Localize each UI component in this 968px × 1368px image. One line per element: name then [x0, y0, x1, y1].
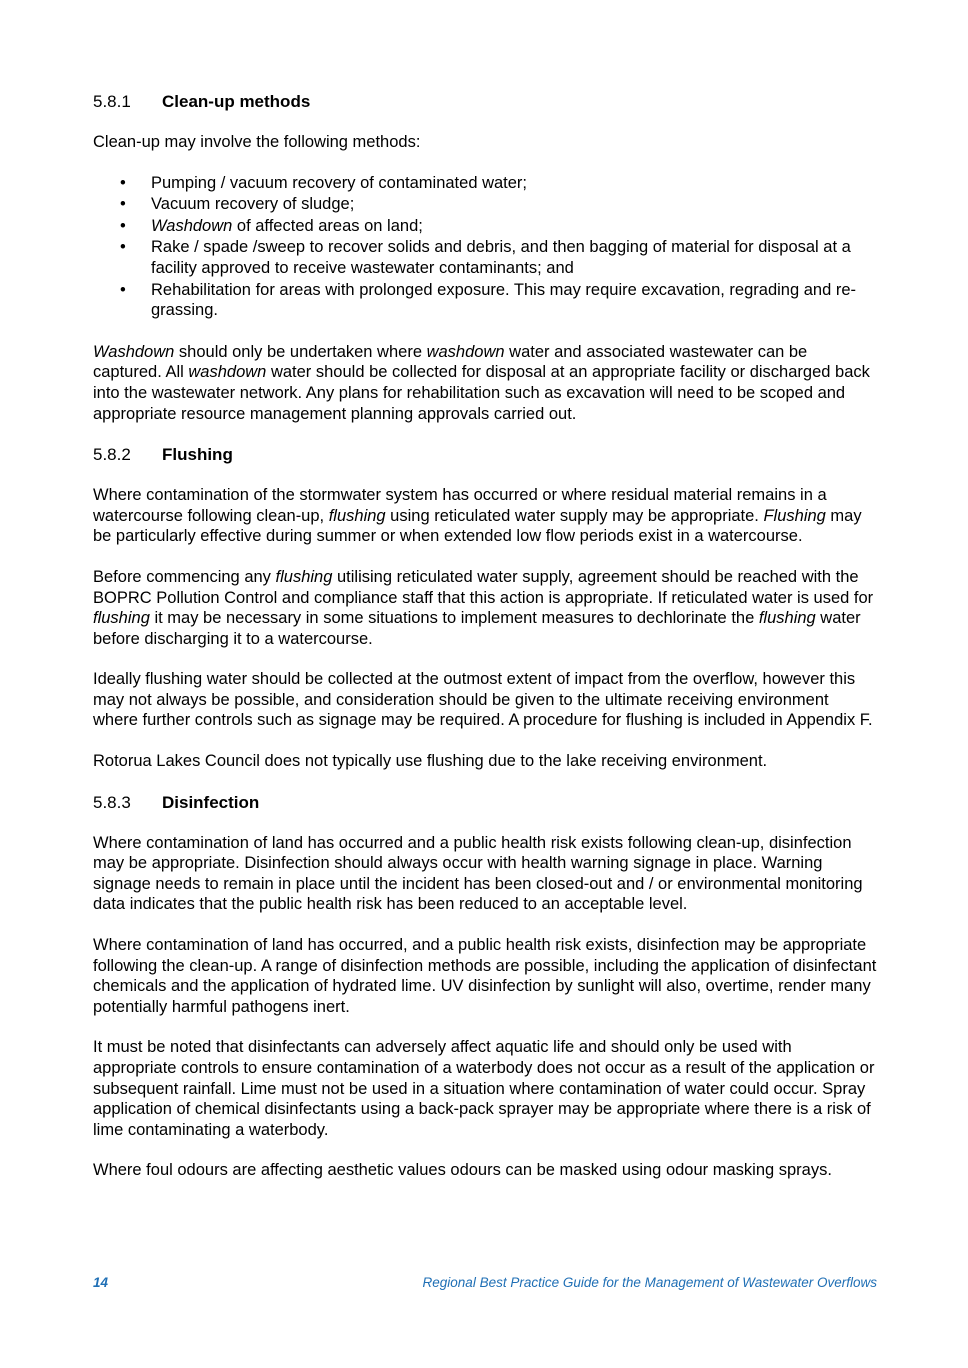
section-heading-5-8-3	[93, 792, 877, 813]
list-item: • Rake / spade /sweep to recover solids and debris, and then bagging of material for disposal at a facility approved to receive wastewater contaminants; and	[120, 238, 851, 277]
clean-up-intro: Clean-up may involve the following methods:	[93, 133, 421, 151]
section-number: 5.8.1	[93, 92, 131, 111]
section-number: 5.8.2	[93, 445, 131, 465]
section-number: 5.8.3	[93, 792, 131, 812]
list-item: • Washdown of affected areas on land;	[120, 216, 423, 235]
flushing-paragraph-4: Rotorua Lakes Council does not typically use flushing due to the lake receiving environment.	[93, 752, 768, 771]
section-title: Clean-up methods	[162, 92, 311, 111]
page-footer	[93, 1274, 877, 1292]
section-heading-5-8-2	[93, 444, 877, 465]
flushing-paragraph-1: Where contamination of the stormwater system has occurred or where residual material remains in a watercourse following clean-up, flushing using reticulated water supply may be appropriate. Flushing may be particularly effective during summer or when extended low flow periods exist in a watercourse.	[93, 486, 862, 546]
document-page	[93, 91, 877, 1181]
list-item: • Rehabilitation for areas with prolonged exposure. This may require excavation, regrading and re-grassing.	[120, 280, 857, 320]
bullet-icon: •	[120, 216, 126, 235]
washdown-paragraph: Washdown should only be undertaken where washdown water and associated wastewater can be captured. All washdown water should be collected for disposal at an appropriate facility or discharged back into the wastewater network. Any plans for rehabilitation such as excavation will need to be scoped and appropriate resource management planning approvals carried out.	[93, 342, 870, 423]
bullet-icon: •	[120, 195, 126, 214]
list-item: • Vacuum recovery of sludge;	[120, 195, 355, 214]
page-number: 14	[93, 1275, 109, 1290]
clean-up-methods-list	[93, 173, 877, 321]
bullet-icon: •	[120, 173, 126, 192]
section-title: Disinfection	[162, 792, 260, 812]
bullet-icon: •	[120, 238, 126, 257]
section-heading-5-8-1	[93, 91, 877, 112]
flushing-paragraph-3: Ideally flushing water should be collected at the outmost extent of impact from the overflow, however this may not always be possible, and consideration should be given to the ultimate receiving environment where further controls such as signage may be required. A procedure for flushing is included in Appendix F.	[93, 670, 873, 730]
section-title: Flushing	[162, 445, 233, 465]
disinfection-paragraph-2: Where contamination of land has occurred, and a public health risk exists, disinfection may be appropriate following the clean-up. A range of disinfection methods are possible, including the application of disinfectant chemicals and the application of hydrated lime. UV disinfection by sunlight will also, overtime, render many potentially harmful pathogens inert.	[93, 936, 877, 1016]
disinfection-paragraph-1: Where contamination of land has occurred and a public health risk exists following clean-up, disinfection may be appropriate. Disinfection should always occur with health warning signage in place. Warning signage needs to remain in place until the incident has been closed-out and / or environmental monitoring data indicates that the public health risk has been reduced to an acceptable level.	[93, 833, 863, 914]
list-item: • Pumping / vacuum recovery of contaminated water;	[120, 173, 528, 192]
flushing-paragraph-2: Before commencing any flushing utilising reticulated water supply, agreement should be reached with the BOPRC Pollution Control and compliance staff that this action is appropriate. If reticulated water is used for flushing it may be necessary in some situations to implement measures to dechlorinate the flushing water before discharging it to a watercourse.	[93, 567, 874, 648]
footer-title: Regional Best Practice Guide for the Management of Wastewater Overflows	[422, 1275, 877, 1290]
disinfection-paragraph-4: Where foul odours are affecting aesthetic values odours can be masked using odour masking sprays.	[93, 1161, 832, 1180]
bullet-icon: •	[120, 280, 126, 299]
disinfection-paragraph-3: It must be noted that disinfectants can adversely affect aquatic life and should only be used with appropriate controls to ensure contamination of a waterbody does not occur as a result of the application or subsequent rainfall. Lime must not be used in a situation where contamination of water could occur. Spray application of chemical disinfectants using a back-pack sprayer may be appropriate where there is a risk of lime contaminating a waterbody.	[93, 1038, 875, 1139]
